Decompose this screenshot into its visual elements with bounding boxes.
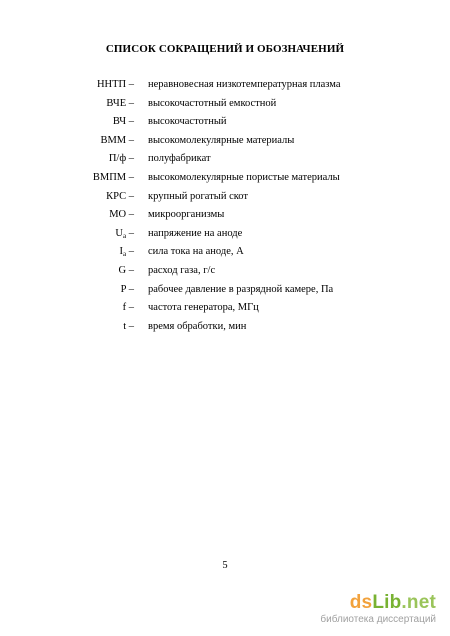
abbreviation-dash: – (128, 134, 134, 146)
abbreviation-definition: напряжение на аноде (148, 227, 243, 239)
abbreviation-term (109, 153, 134, 165)
abbreviation-definition: время обработки, мин (148, 320, 247, 332)
abbreviation-term (106, 191, 134, 203)
abbreviation-dash: – (128, 227, 134, 239)
abbreviation-dash: – (128, 190, 134, 202)
abbreviation-row (0, 98, 450, 117)
abbreviation-term (109, 209, 134, 221)
abbreviation-term (119, 265, 134, 277)
page-title: СПИСОК СОКРАЩЕНИЙ И ОБОЗНАЧЕНИЙ (105, 43, 345, 55)
abbreviation-row (0, 153, 450, 172)
abbreviation-term (123, 302, 134, 314)
abbreviation-dash: – (128, 79, 134, 90)
abbreviation-dash: – (128, 116, 134, 128)
abbreviation-definition: неравновесная низкотемпературная плазма (148, 79, 341, 90)
abbreviation-term (123, 321, 134, 333)
watermark-logo[interactable] (316, 593, 436, 626)
abbreviation-symbol: ВМПМ (92, 171, 127, 183)
abbreviation-row (0, 302, 450, 321)
watermark-ds-text: ds (349, 592, 373, 613)
abbreviation-term (106, 98, 134, 110)
abbreviation-dash: – (128, 153, 134, 165)
abbreviation-row (0, 246, 450, 265)
abbreviation-dash: – (128, 283, 134, 295)
abbreviation-dash: – (128, 302, 134, 314)
abbreviation-symbol: МО (109, 209, 127, 221)
abbreviation-definition: крупный рогатый скот (148, 190, 249, 202)
abbreviation-symbol: t (123, 320, 127, 332)
abbreviation-symbol: ВММ (100, 134, 127, 146)
abbreviation-symbol: ВЧЕ (106, 97, 127, 109)
abbreviation-row (0, 284, 450, 303)
abbreviation-dash: – (128, 264, 134, 276)
abbreviation-term (97, 79, 134, 91)
abbreviation-definition: микроорганизмы (148, 209, 225, 221)
abbreviation-definition: высокомолекулярные материалы (148, 134, 295, 146)
abbreviation-row (0, 172, 450, 191)
abbreviation-symbol: ННТП (96, 79, 127, 90)
abbreviation-term (120, 246, 134, 258)
abbreviation-symbol: ВЧ (112, 116, 127, 128)
page-number: 5 (222, 560, 228, 571)
abbreviation-symbol: П/ф (108, 153, 127, 165)
abbreviation-dash: – (128, 246, 134, 258)
watermark-wordmark (316, 593, 436, 613)
abbreviation-symbol: G (118, 264, 127, 276)
abbreviation-row (0, 209, 450, 228)
abbreviation-dash: – (128, 97, 134, 109)
abbreviation-term (100, 135, 134, 147)
abbreviation-definition: высокочастотный (148, 116, 227, 128)
abbreviation-definition: полуфабрикат (148, 153, 211, 165)
abbreviation-dash: – (128, 209, 134, 221)
abbreviation-definition: высокомолекулярные пористые материалы (148, 171, 340, 183)
abbreviation-symbol: P (120, 283, 127, 295)
abbreviation-term (113, 116, 134, 128)
abbreviation-row (0, 135, 450, 154)
abbreviation-row (0, 321, 450, 340)
abbreviation-dash: – (128, 320, 134, 332)
abbreviation-term (93, 172, 134, 184)
abbreviation-definition: рабочее давление в разрядной камере, Па (148, 283, 334, 295)
abbreviation-row (0, 191, 450, 210)
abbreviation-term (115, 228, 134, 240)
abbreviation-row (0, 265, 450, 284)
abbreviation-row (0, 228, 450, 247)
abbreviation-definition: частота генератора, МГц (148, 302, 259, 314)
abbreviation-dash: – (128, 171, 134, 183)
abbreviation-subscript: a (123, 231, 127, 240)
watermark-tagline: библиотека диссертаций (320, 614, 436, 625)
watermark-lib-text: Lib (372, 592, 402, 613)
abbreviation-subscript: a (123, 250, 127, 259)
abbreviation-row (0, 116, 450, 135)
watermark-net-text: .net (401, 592, 436, 613)
abbreviation-symbol: I (119, 246, 124, 258)
abbreviation-list (0, 79, 450, 339)
abbreviation-symbol: КРС (106, 190, 127, 202)
abbreviation-definition: расход газа, г/с (148, 264, 216, 276)
abbreviation-symbol: U (115, 227, 124, 239)
abbreviation-symbol: f (122, 302, 127, 314)
abbreviation-definition: высокочастотный емкостной (148, 97, 277, 109)
abbreviation-row (0, 79, 450, 98)
abbreviation-term (121, 284, 134, 296)
abbreviation-definition: сила тока на аноде, А (148, 246, 244, 258)
